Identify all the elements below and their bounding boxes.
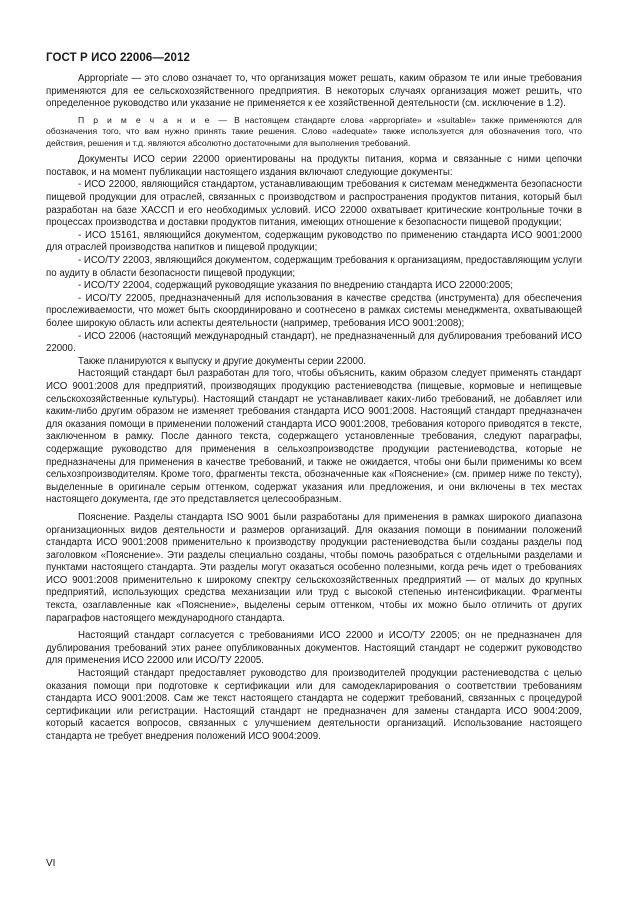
paragraph-series-intro: Документы ИСО серии 22000 ориентированы на продукты питания, корма и связанные с ними цепочки поставок, и на момент публикации настоящего издания включают следующие документы: — [46, 154, 582, 178]
list-item-iso-15161: - ИСО 15161, являющийся документом, содержащим руководство по применению стандарта ИСО 9001:2000 для отраслей производства напитков и пищевой продукции; — [46, 229, 582, 254]
paragraph-purpose: Настоящий стандарт был разработан для того, чтобы объяснить, каким образом следует применять стандарт ИСО 9001:2008 для предприятий, производящих продукцию растениеводства (пищевые, кормовые и непищевые сельскохозяйственные культуры). Настоящий стандарт не устанавливает каких-либо требований, не добавляет или каким-либо другим образом не изменяет требования стандарта ИСО 9001:2008. Настоящий стандарт предназначен для оказания помощи в применении положений стандарта ИСО 9001:2008, требования которого приводятся в тексте, заключенном в рамку. После данного текста, содержащего установленные требования, следуют параграфы, содержащие руководство для применения в сельхозпроизводстве продукции растениеводства, которые не предназначены для применения в качестве требований, и также не ожидается, чтобы они были применимы ко всем сельхозпроизводителям. Кроме того, фрагменты текста, обозначенные как «Пояснение» (см. пример ниже по тексту), выделенные в оригинале серым оттенком, содержат указания или предложения, и они включены в тех местах настоящего документа, где это представляется целесообразным. — [46, 368, 582, 506]
note-text: В настоящем стандарте слова «appropriate» и «suitable» также применяются для обозначения того, что вам нужно принять такие решения. Слово «adequate» также используется для обозначения того, что действия, решения и т.д. являются абсолютно достаточными для выполнения требований. — [46, 114, 582, 148]
note-label: П р и м е ч а н и е — — [78, 114, 230, 125]
document-body — [46, 73, 582, 744]
page-header: ГОСТ Р ИСО 22006—2012 — [46, 52, 191, 64]
paragraph-guidance: Настоящий стандарт предоставляет руководство для производителей продукции растениеводства с целью оказания помощи при подготовке к сертификации или для самодекларирования о соответствии требованиям стандарта ИСО 9001:2008. Сам же текст настоящего стандарта не содержит требований, связанных с процедурой сертификации или регистрации. Настоящий стандарт не предназначен для замены стандарта ИСО 9004:2009, который касается вопросов, связанных с улучшением деятельности организаций. Использование настоящего стандарта не требует внедрения положений ИСО 9004:2009. — [46, 668, 582, 742]
note-paragraph — [46, 115, 582, 150]
list-item-iso-22006: - ИСО 22006 (настоящий международный стандарт), не предназначенный для дублирования требований ИСО 22000. — [46, 330, 582, 355]
paragraph-explanation: Пояснение. Разделы стандарта ISO 9001 были разработаны для применения в рамках широкого диапазона организационных видов деятельности и размеров организаций. Для оказания помощи в понимании положений стандарта ИСО 9001:2008 применительно к производству продукции растениеводства были созданы разделы под заголовком «Пояснение». Эти разделы специально созданы, чтобы помочь разобраться с отдельными разделами и пунктами настоящего стандарта. Эти разделы могут оказаться особенно полезными, когда речь идет о требованиях ИСО 9001:2008 применительно к широкому спектру сельскохозяйственных предприятий — от малых до крупных предприятий, использующих средства механизации или труд с высокой степенью интенсификации. Фрагменты текста, озаглавленные как «Пояснение», выделены серым оттенком, чтобы их можно было отличить от других параграфов настоящего международного стандарта. — [46, 511, 582, 624]
list-item-iso-ts-22004: - ИСО/ТУ 22004, содержащий руководящие указания по внедрению стандарта ИСО 22000:2005; — [78, 280, 513, 292]
paragraph-planned: Также планируются к выпуску и другие документы серии 22000. — [78, 355, 367, 367]
paragraph-consistency: Настоящий стандарт согласуется с требованиями ИСО 22000 и ИСО/ТУ 22005; он не предназначен для дублирования требований этих ранее опубликованных документов. Настоящий стандарт не содержит руководство для применения ИСО 22000 или ИСО/ТУ 22005. — [46, 630, 582, 667]
list-item-iso-ts-22005: - ИСО/ТУ 22005, предназначенный для использования в качестве средства (инструмента) для обеспечения прослеживаемости, что может быть скоординировано и соотнесено в рамках системы менеджмента, охватывающей более широкую область или аспекты деятельности (например, требования ИСО 9001:2008); — [46, 292, 582, 329]
paragraph-appropriate: Appropriate — это слово означает то, что организация может решать, каким образом те или иные требования применяются для ее сельскохозяйственного предприятия. В некоторых случаях организация может решить, что определенное руководство или указание не применяется к ее хозяйственной деятельности (см. исключение в 1.2). — [46, 73, 582, 110]
page-number: VI — [46, 858, 56, 869]
list-item-iso-ts-22003: - ИСО/ТУ 22003, являющийся документом, содержащим требования к организациям, предоставляющим услуги по аудиту в области безопасности пищевой продукции; — [46, 255, 582, 279]
list-item-iso-22000: - ИСО 22000, являющийся стандартом, устанавливающим требования к системам менеджмента безопасности пищевой продукции для отраслей, связанных с производством и распространения продуктов питания, который был разработан на базе ХАССП и его необходимых условий. ИСО 22000 охватывает критические контрольные точки в процессах производства и доставки продуктов питания, имеющих отношение к безопасности пищевой продукции; — [46, 179, 582, 229]
